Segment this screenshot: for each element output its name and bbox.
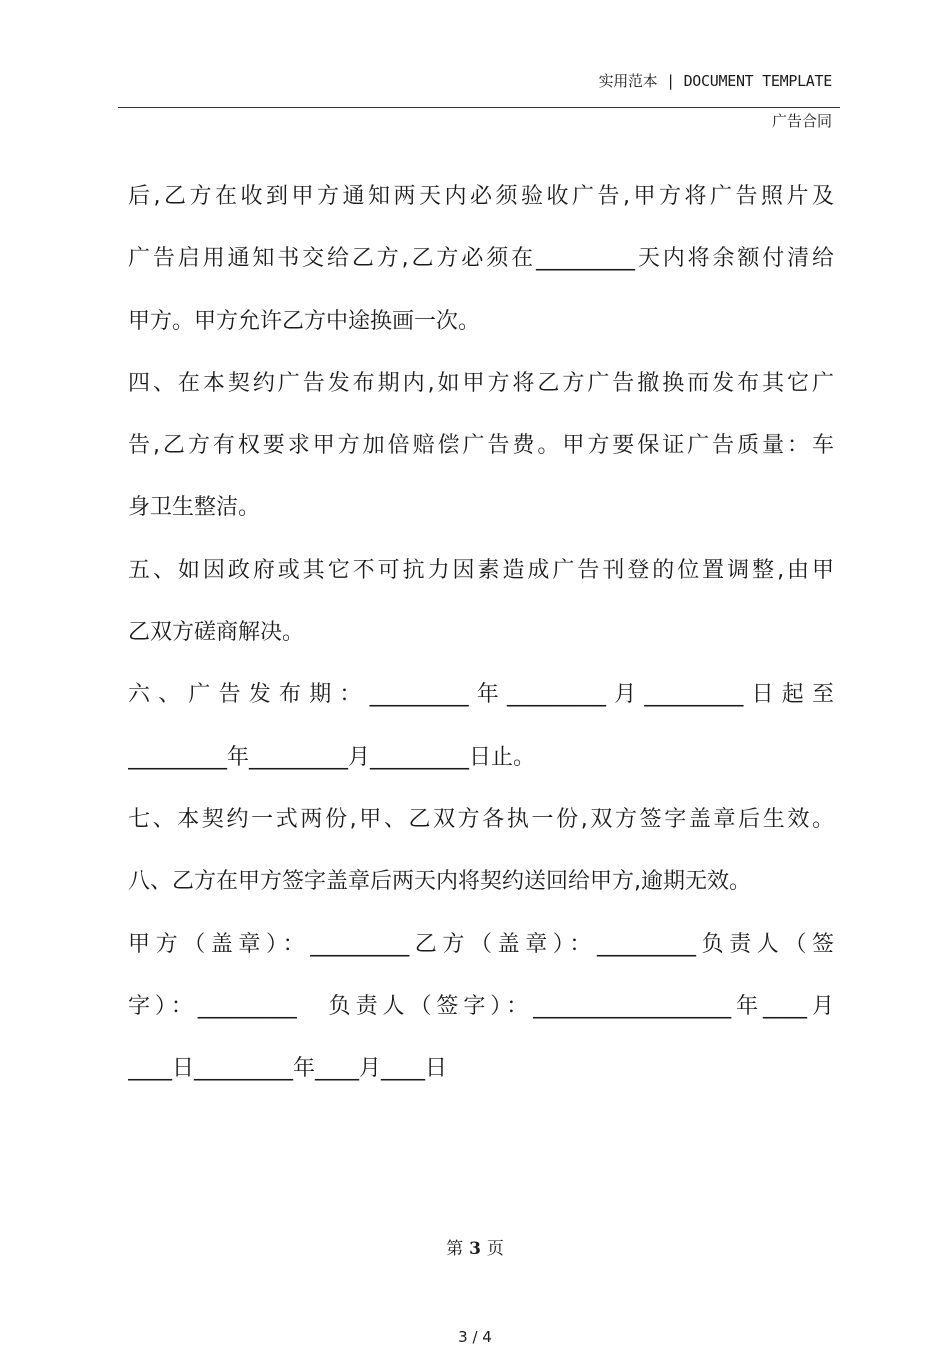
- body-line-9: 六、广告发布期：_________年_________月_________日起至: [128, 682, 834, 708]
- body-line-6: 身卫生整洁。: [128, 495, 261, 521]
- page-number-value: 3: [469, 1239, 481, 1259]
- body-line-5: 告,乙方有权要求甲方加倍赔偿广告费。甲方要保证广告质量：车: [128, 433, 834, 459]
- page-number: [0, 1234, 950, 1259]
- body-line-13: 甲方（盖章）：_________乙方（盖章）：_________负责人（签: [128, 931, 834, 957]
- body-line-15: ____日_________年____月____日: [128, 1056, 448, 1082]
- contract-body: [128, 166, 834, 1100]
- body-line-4: 四、在本契约广告发布期内,如甲方将乙方广告撤换而发布其它广: [128, 370, 834, 396]
- header-doc-title: 广告合同: [771, 112, 832, 130]
- body-line-14: 字）：_________ 负责人（签字）：__________________年____月: [128, 993, 834, 1019]
- header-brand: 实用范本 | DOCUMENT TEMPLATE: [598, 72, 832, 90]
- body-line-2: 广告启用通知书交给乙方,乙方必须在_________天内将余额付清给: [128, 246, 834, 272]
- body-line-12: 八、乙方在甲方签字盖章后两天内将契约送回给甲方,逾期无效。: [128, 869, 751, 895]
- body-line-8: 乙双方磋商解决。: [128, 620, 305, 646]
- body-line-10: _________年_________月_________日止。: [128, 744, 536, 770]
- body-line-7: 五、如因政府或其它不可抗力因素造成广告刊登的位置调整,由甲: [128, 557, 834, 583]
- page-number-prefix: 第: [446, 1239, 464, 1259]
- header-divider: [118, 107, 840, 108]
- page-count: 3 / 4: [458, 1328, 492, 1346]
- body-line-3: 甲方。甲方允许乙方中途换画一次。: [128, 308, 481, 334]
- page-number-suffix: 页: [486, 1239, 504, 1259]
- body-line-1: 后,乙方在收到甲方通知两天内必须验收广告,甲方将广告照片及: [128, 184, 834, 209]
- body-line-11: 七、本契约一式两份,甲、乙双方各执一份,双方签字盖章后生效。: [128, 806, 834, 832]
